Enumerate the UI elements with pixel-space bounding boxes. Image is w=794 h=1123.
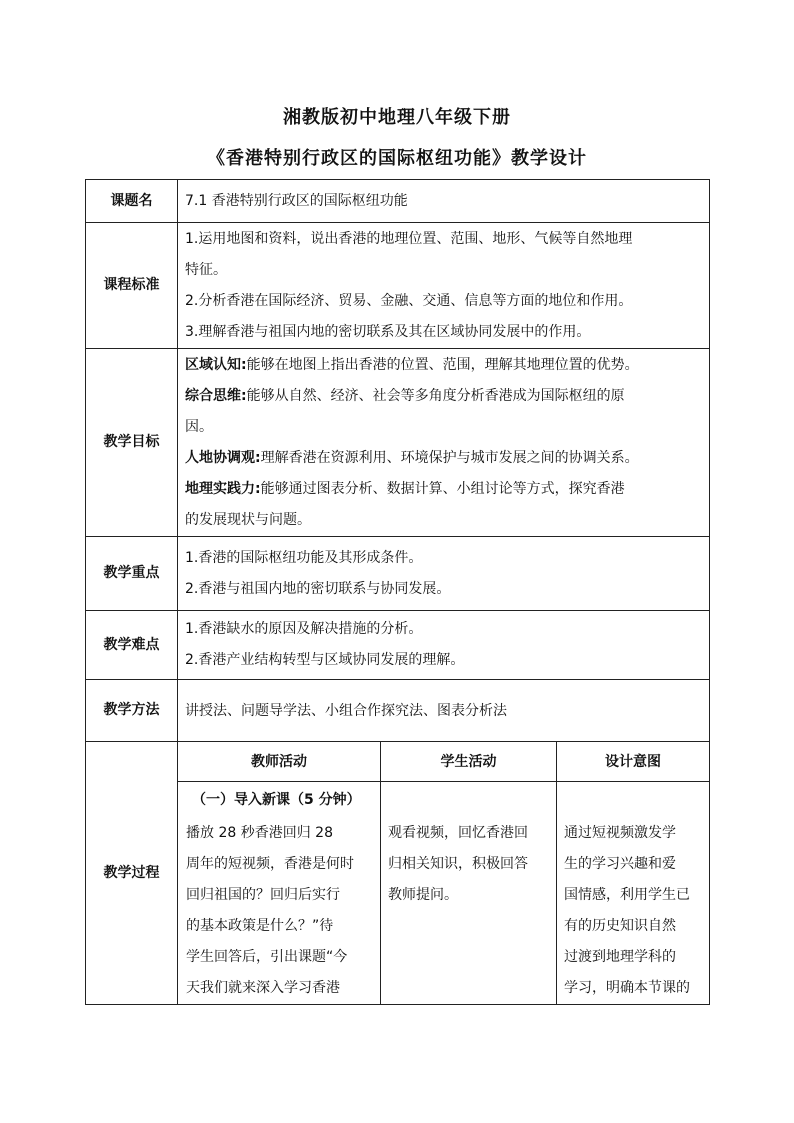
design-intent-cell [557,782,710,1005]
standard-line: 特征。 [185,261,227,278]
goal-line [185,350,702,381]
goal-line [185,381,702,412]
topic-header: 课题名 [86,180,178,223]
goal-label: 人地协调观: [185,449,261,466]
intent-line: 通过短视频激发学 [564,825,676,841]
difficulties-header: 教学难点 [86,611,178,680]
row-difficulties [86,611,710,680]
column-teacher-activity: 教师活动 [178,742,381,782]
lesson-plan-table [85,179,710,1005]
row-goals [86,349,710,537]
goal-label: 综合思维: [185,387,247,404]
goal-line [185,443,702,474]
document-title: 湘教版初中地理八年级下册 [283,107,511,128]
process-header: 教学过程 [86,742,178,1005]
student-line: 教师提问。 [388,887,458,903]
row-process-intro [86,782,710,1005]
intent-line: 有的历史知识自然 [564,918,676,934]
row-topic [86,180,710,223]
column-design-intent: 设计意图 [557,742,710,782]
key-point-line: 1.香港的国际枢纽功能及其形成条件。 [185,549,423,566]
column-student-activity: 学生活动 [381,742,557,782]
difficulty-line: 2.香港产业结构转型与区域协同发展的理解。 [185,652,465,668]
goal-text: 能够从自然、经济、社会等多角度分析香港成为国际枢纽的原 [246,387,625,404]
document-subtitle: 《香港特别行政区的国际枢纽功能》教学设计 [207,148,587,169]
key-points-content [178,537,710,611]
goals-content [178,349,710,537]
row-standard [86,223,710,349]
goal-line [185,505,702,536]
methods-header: 教学方法 [86,680,178,742]
goal-text: 能够在地图上指出香港的位置、范围，理解其地理位置的优势。 [246,356,639,373]
row-process-columns [86,742,710,782]
difficulty-line: 1.香港缺水的原因及解决措施的分析。 [185,621,423,637]
standard-line: 3.理解香港与祖国内地的密切联系及其在区域协同发展中的作用。 [185,323,591,340]
teacher-line: 学生回答后，引出课题“今 [186,949,348,965]
topic-content: 7.1 香港特别行政区的国际枢纽功能 [178,180,710,223]
teacher-line: 周年的短视频，香港是何时 [186,856,354,872]
key-point-line: 2.香港与祖国内地的密切联系与协同发展。 [185,580,451,597]
intent-line: 国情感，利用学生已 [564,887,690,903]
standard-line: 1.运用地图和资料，说出香港的地理位置、范围、地形、气候等自然地理 [185,230,633,247]
section-heading: （一）导入新课（5 分钟） [192,792,361,808]
goal-text: 因。 [185,418,213,435]
student-line: 归相关知识，积极回答 [388,856,528,872]
difficulties-content [178,611,710,680]
standard-header: 课程标准 [86,223,178,349]
standard-content [178,223,710,349]
standard-line: 2.分析香港在国际经济、贸易、金融、交通、信息等方面的地位和作用。 [185,292,633,309]
teacher-line: 回归祖国的？回归后实行 [186,887,340,903]
goal-text: 理解香港在资源利用、环境保护与城市发展之间的协调关系。 [260,449,639,466]
student-activity-cell [381,782,557,1005]
teacher-line: 的基本政策是什么？”待 [186,918,334,934]
teacher-line: 播放 28 秒香港回归 28 [186,825,333,841]
student-line: 观看视频，回忆香港回 [388,825,528,841]
goal-label: 地理实践力: [185,480,261,497]
goals-header: 教学目标 [86,349,178,537]
goal-line [185,474,702,505]
key-points-header: 教学重点 [86,537,178,611]
intent-line: 生的学习兴趣和爱 [564,856,676,872]
teacher-line: 天我们就来深入学习香港 [186,980,340,996]
goal-label: 区域认知: [185,356,247,373]
goal-text: 能够通过图表分析、数据计算、小组讨论等方式，探究香港 [260,480,625,497]
methods-content: 讲授法、问题导学法、小组合作探究法、图表分析法 [178,680,710,742]
intent-line: 学习，明确本节课的 [564,980,690,996]
row-key-points [86,537,710,611]
row-methods [86,680,710,742]
goal-line [185,412,702,443]
goal-text: 的发展现状与问题。 [185,511,311,528]
teacher-activity-cell [178,782,381,1005]
intent-line: 过渡到地理学科的 [564,949,676,965]
